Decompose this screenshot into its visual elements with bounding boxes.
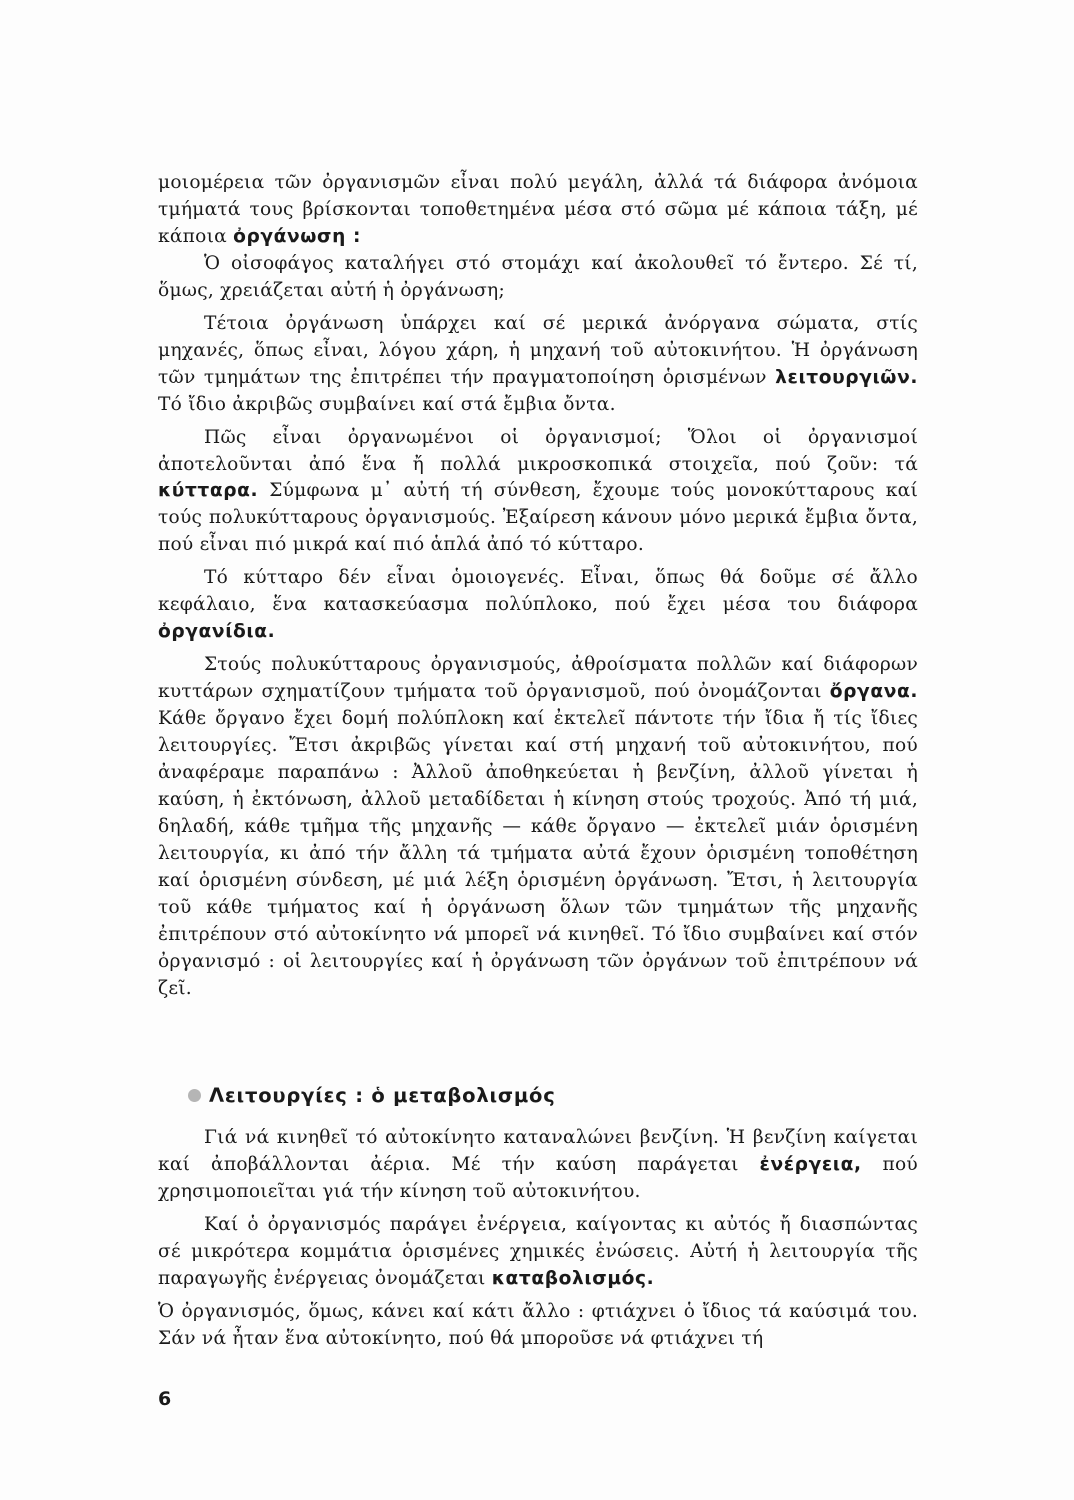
paragraph-7-text-b: πού χρησιμοποιεῖται γιά τήν κίνηση τοῦ αὐτοκινήτου. <box>158 1153 918 1202</box>
paragraph-1-text: μοιομέρεια τῶν ὀργανισμῶν εἶναι πολύ μεγάλη, ἀλλά τά διάφορα ἀνόμοια τμήματά τους βρίσκονται τοποθετημένα μέσα στό σῶμα μέ κάποια τάξη, μέ κάποια <box>158 172 918 247</box>
paragraph-9: Ὁ ὀργανισμός, ὅμως, κάνει καί κάτι ἄλλο : φτιάχνει ὁ ἴδιος τά καύσιμά του. Σάν νά ἦταν ἕνα αὐτοκίνητο, πού θά μποροῦσε νά φτιάχνει τή <box>158 1300 918 1349</box>
paragraph-3-text-a: Τέτοια ὀργάνωση ὑπάρχει καί σέ μερικά ἀνόργανα σώματα, στίς μηχανές, ὅπως εἶναι, λόγου χάρη, ἡ μηχανή τοῦ αὐτοκινήτου. Ἡ ὀργάνωση τῶν τμημάτων της ἐπιτρέπει τήν πραγματοποίηση ὁρισμένων <box>158 312 918 388</box>
term-organosi: ὀργάνωση : <box>233 225 362 247</box>
bullet-dot-icon <box>188 1089 201 1102</box>
section-heading-text: Λειτουργίες : ὁ μεταβολισμός <box>209 1084 556 1107</box>
term-kyttara: κύτταρα. <box>158 480 259 502</box>
section-heading <box>188 1084 556 1107</box>
paragraph-5 <box>158 565 918 646</box>
page-number: 6 <box>158 1388 172 1410</box>
term-energeia: ἐνέργεια, <box>759 1153 862 1175</box>
term-katavolismos: καταβολισμός. <box>491 1267 655 1289</box>
paragraph-4-text-b: Σύμφωνα μ᾽ αὐτή τή σύνθεση, ἔχουμε τούς μονοκύτταρους καί τούς πολυκύτταρους ὀργανισμούς. Ἐξαίρεση κάνουν μόνο μερικά ἔμβια ὄντα, πού εἶναι πιό μικρά καί πιό ἁπλά ἀπό τό κύτταρο. <box>158 480 918 556</box>
paragraph-5-text: Τό κύτταρο δέν εἶναι ὁμοιογενές. Εἶναι, ὅπως θά δοῦμε σέ ἄλλο κεφάλαιο, ἕνα κατασκεύασμα πολύπλοκο, πού ἔχει μέσα του διάφορα <box>158 567 918 616</box>
term-leitourgion: λειτουργιῶν. <box>775 366 918 388</box>
paragraph-4-text-a: Πῶς εἶναι ὀργανωμένοι οἱ ὀργανισμοί; Ὅλοι οἱ ὀργανισμοί ἀποτελοῦνται ἀπό ἕνα ἤ πολλά μικροσκοπικά στοιχεῖα, πού ζοῦν: τά <box>158 426 918 475</box>
term-organidia: ὀργανίδια. <box>158 621 276 643</box>
paragraph-7 <box>158 1125 918 1206</box>
paragraph-6-text-b: Κάθε ὄργανο ἔχει δομή πολύπλοκη καί ἐκτελεῖ πάντοτε τήν ἴδια ἤ τίς ἴδιες λειτουργίες. Ἔτσι ἀκριβῶς γίνεται καί στή μηχανή τοῦ αὐτοκινήτου, πού ἀναφέραμε παραπάνω : Ἀλλοῦ ἀποθηκεύεται ἡ βενζίνη, ἀλλοῦ γίνεται ἡ καύση, ἡ ἐκτόνωση, ἀλλοῦ μεταδίδεται ἡ κίνηση στούς τροχούς. Ἀπό τή μιά, δηλαδή, κάθε τμῆμα τῆς μηχανῆς — κάθε ὄργανο — ἐκτελεῖ μιάν ὁρισμένη λειτουργία, κι ἀπό τήν ἄλλη τά τμήματα αὐτά ἔχουν ὁρισμένη τοποθέτηση καί ὁρισμένη σύνδεση, μέ μιά λέξη ὁρισμένη ὀργάνωση. Ἔτσι, ἡ λειτουργία τοῦ κάθε τμήματος καί ἡ ὀργάνωση ὅλων τῶν τμημάτων τῆς μηχανῆς ἐπιτρέπουν στό αὐτοκίνητο νά μπορεῖ νά κινηθεῖ. Τό ἴδιο συμβαίνει καί στόν ὀργανισμό : οἱ λειτουργίες καί ἡ ὀργάνωση τῶν ὀργάνων τοῦ ἐπιτρέπουν νά ζεῖ. <box>158 708 918 999</box>
body-text-section-1 <box>158 170 918 1003</box>
paragraph-3 <box>158 311 918 419</box>
paragraph-7-text-a: Γιά νά κινηθεῖ τό αὐτοκίνητο καταναλώνει βενζίνη. Ἡ βενζίνη καίγεται καί ἀποβάλλονται ἀέρια. Μέ τήν καύση παράγεται <box>158 1127 918 1175</box>
body-text-section-2 <box>158 1125 918 1353</box>
paragraph-6 <box>158 652 918 1002</box>
paragraph-2: Ὁ οἰσοφάγος καταλήγει στό στομάχι καί ἀκολουθεῖ τό ἔντερο. Σέ τί, ὅμως, χρειάζεται αὐτή ἡ ὀργάνωση; <box>158 252 918 301</box>
paragraph-3-text-b: Τό ἴδιο ἀκριβῶς συμβαίνει καί στά ἔμβια ὄντα. <box>158 393 616 415</box>
paragraph-8 <box>158 1212 918 1293</box>
term-organa: ὄργανα. <box>829 681 918 703</box>
paragraph-1 <box>158 170 918 251</box>
paragraph-8-text: Καί ὁ ὀργανισμός παράγει ἐνέργεια, καίγοντας κι αὐτός ἤ διασπώντας σέ μικρότερα κομμάτια ὁρισμένες χημικές ἐνώσεις. Αὐτή ἡ λειτουργία τῆς παραγωγῆς ἐνέργειας ὀνομάζεται <box>158 1213 918 1289</box>
paragraph-6-text-a: Στούς πολυκύτταρους ὀργανισμούς, ἀθροίσματα πολλῶν καί διάφορων κυττάρων σχηματίζουν τμήματα τοῦ ὀργανισμοῦ, πού ὀνομάζονται <box>158 654 918 703</box>
paragraph-4 <box>158 425 918 560</box>
